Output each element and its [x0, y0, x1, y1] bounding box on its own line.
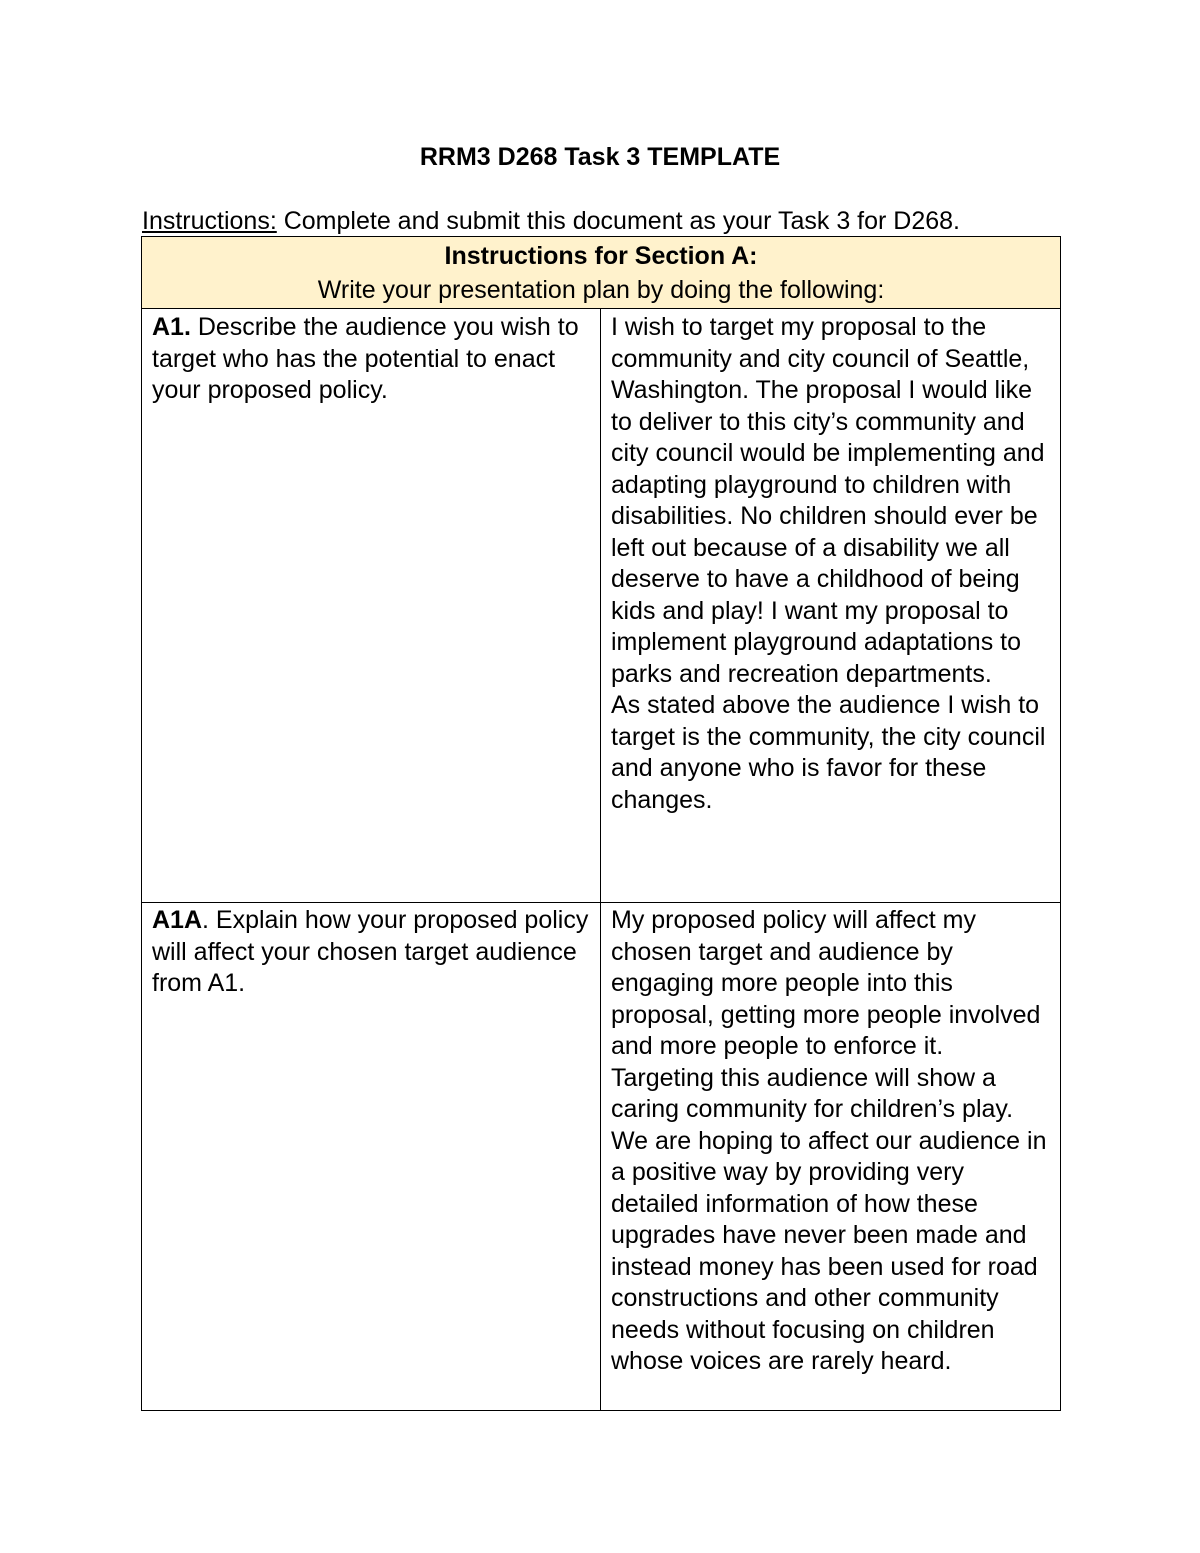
section-header-subtitle: Write your presentation plan by doing the following: — [317, 276, 885, 304]
table-header-row — [142, 237, 1061, 309]
table-row — [142, 309, 1061, 903]
prompt-cell-a1 — [142, 309, 601, 903]
section-header-title: Instructions for Section A: — [444, 242, 758, 270]
instructions-line — [142, 204, 960, 238]
prompt-text: Describe the audience you wish to target who has the potential to enact your proposed policy. — [152, 313, 579, 404]
prompt-code: A1A — [152, 906, 203, 934]
response-paragraph: My proposed policy will affect my chosen target and audience by engaging more people into this proposal, getting more people involved and more people to enforce it. Targeting this audience will show a caring community for children’s play. We are hoping to affect our audience in a positive way by providing very detailed information of how these upgrades have never been made and instead money has been used for road constructions and other community needs without focusing on children whose voices are rarely heard. — [611, 906, 1047, 1375]
response-cell-a1a[interactable] — [601, 903, 1061, 1411]
prompt-text: . Explain how your proposed policy will affect your chosen target audience from A1. — [152, 906, 589, 997]
instructions-text: Complete and submit this document as your Task 3 for D268. — [276, 207, 960, 235]
response-paragraph: I wish to target my proposal to the community and city council of Seattle, Washington. The proposal I would like to deliver to this city’s community and city council would be implementing and adapting playground to children with disabilities. No children should ever be left out because of a disability we all deserve to have a childhood of being kids and play! I want my proposal to implement playground adaptations to parks and recreation departments. — [611, 313, 1045, 688]
response-cell-a1[interactable] — [601, 309, 1061, 903]
table-row — [142, 903, 1061, 1411]
instructions-label: Instructions: — [142, 207, 277, 235]
document-title: RRM3 D268 Task 3 TEMPLATE — [419, 143, 781, 171]
section-a-table — [141, 236, 1061, 1411]
section-header-cell — [142, 237, 1061, 309]
prompt-cell-a1a — [142, 903, 601, 1411]
response-paragraph: As stated above the audience I wish to target is the community, the city council and anyone who is favor for these changes. — [611, 691, 1046, 814]
prompt-code: A1. — [152, 313, 191, 341]
